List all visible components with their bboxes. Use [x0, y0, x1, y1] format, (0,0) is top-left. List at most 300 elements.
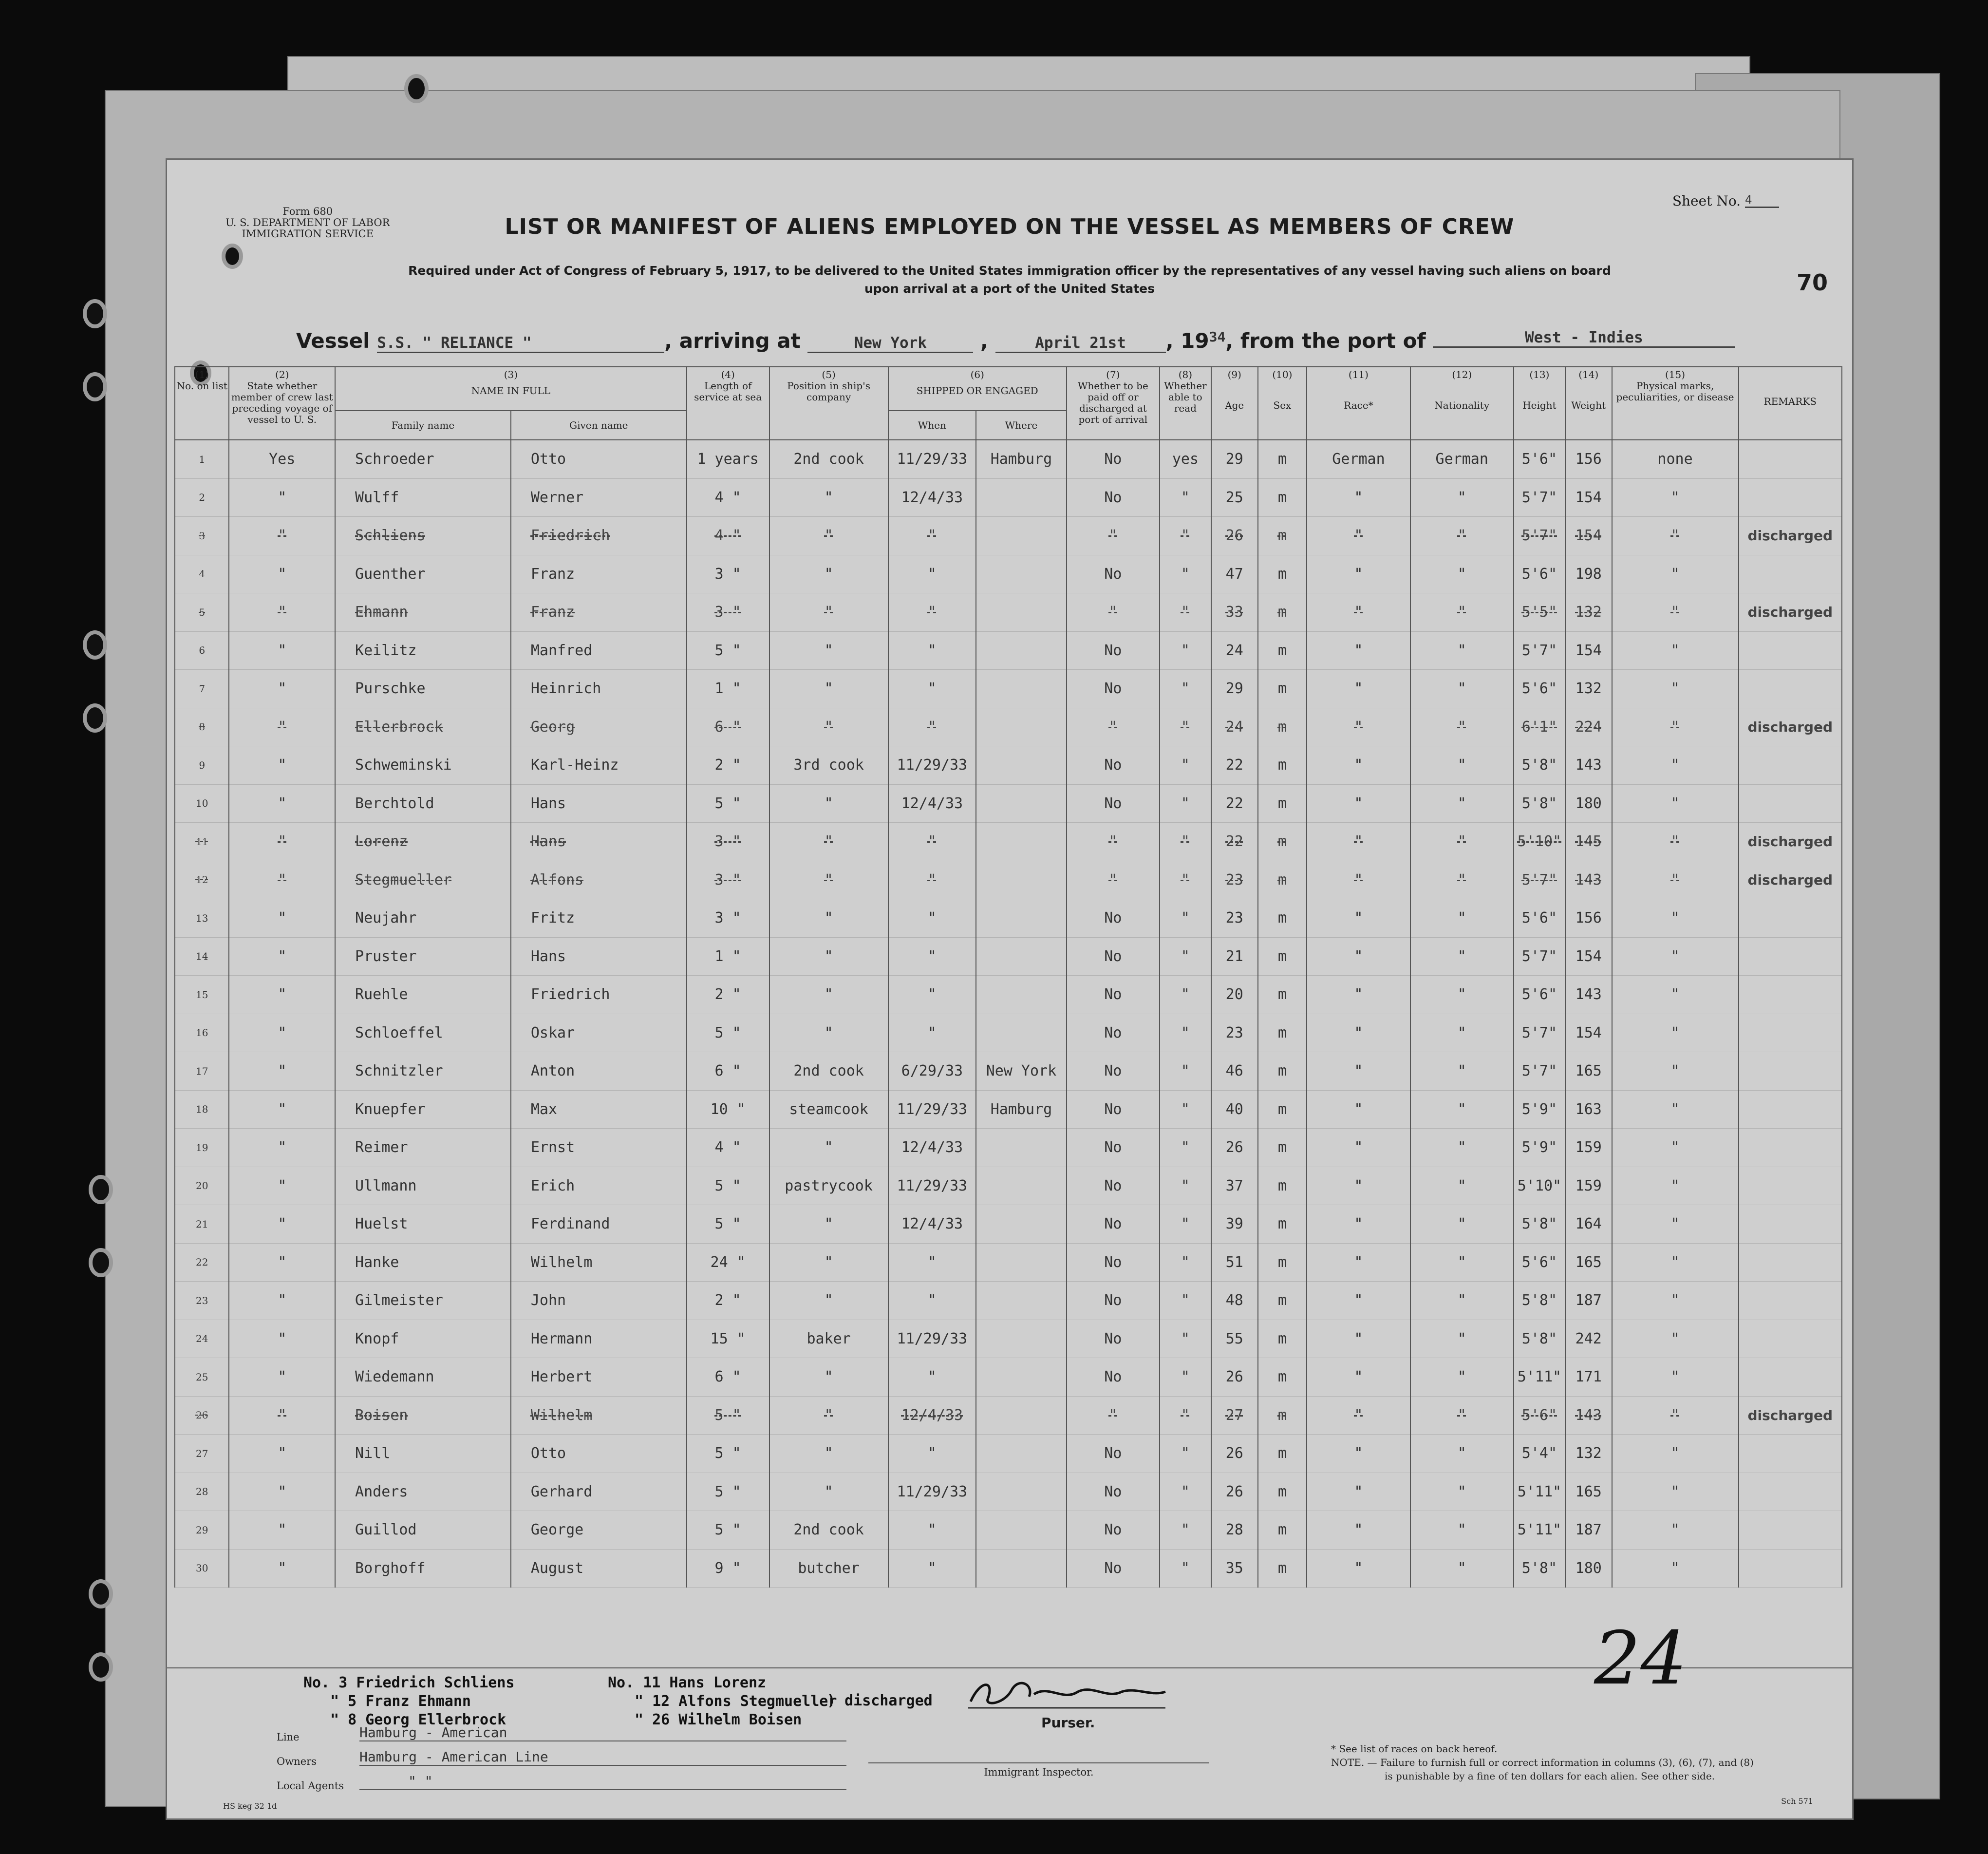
- previous-voyage-cell: ": [229, 976, 335, 1014]
- age-cell: 35: [1211, 1549, 1258, 1588]
- age-cell: 47: [1211, 555, 1258, 593]
- row-number-cell: 26: [175, 1396, 229, 1435]
- height-cell: 5'10": [1514, 823, 1565, 861]
- row-number-cell: 10: [175, 784, 229, 823]
- paid-off-cell: No: [1067, 555, 1160, 593]
- sex-cell: m: [1258, 1205, 1307, 1244]
- family-name-cell: Anders: [335, 1473, 511, 1511]
- nationality-cell: ": [1410, 555, 1514, 593]
- physical-marks-cell: ": [1612, 1435, 1739, 1473]
- table-row: [175, 1549, 1842, 1588]
- height-cell: 5'7": [1514, 861, 1565, 899]
- shipped-where-cell: [976, 861, 1067, 899]
- agents-value: " ": [359, 1773, 846, 1790]
- sex-cell: m: [1258, 937, 1307, 976]
- position-cell: ": [769, 631, 888, 670]
- physical-marks-cell: ": [1612, 861, 1739, 899]
- race-cell: ": [1307, 1205, 1410, 1244]
- weight-cell: 132: [1565, 593, 1612, 632]
- vessel-label: Vessel: [296, 329, 370, 353]
- weight-cell: 132: [1565, 670, 1612, 708]
- given-name-cell: Hans: [511, 823, 687, 861]
- age-cell: 27: [1211, 1396, 1258, 1435]
- family-name-cell: Schweminski: [335, 746, 511, 785]
- shipped-where-cell: [976, 784, 1067, 823]
- height-cell: 5'8": [1514, 1205, 1565, 1244]
- length-of-service-cell: 6 ": [687, 1052, 769, 1091]
- remarks-cell: [1739, 976, 1842, 1014]
- document-title: LIST OR MANIFEST OF ALIENS EMPLOYED ON THE VESSEL AS MEMBERS OF CREW: [505, 214, 1515, 239]
- paid-off-cell: No: [1067, 1052, 1160, 1091]
- paid-off-cell: ": [1067, 823, 1160, 861]
- print-code: HS keg 32 1d: [223, 1801, 277, 1811]
- age-cell: 25: [1211, 478, 1258, 517]
- sex-cell: m: [1258, 1014, 1307, 1052]
- shipped-when-cell: ": [888, 1511, 976, 1550]
- family-name-cell: Schliens: [335, 517, 511, 555]
- given-name-cell: Werner: [511, 478, 687, 517]
- age-cell: 29: [1211, 440, 1258, 478]
- sex-cell: m: [1258, 478, 1307, 517]
- family-name-cell: Pruster: [335, 937, 511, 976]
- punch-hole: [408, 78, 425, 99]
- family-name-cell: Schloeffel: [335, 1014, 511, 1052]
- col-header-height: (13) Height: [1514, 367, 1565, 440]
- discharged-entry: 3 Friedrich Schliens: [338, 1674, 515, 1691]
- shipped-when-cell: 11/29/33: [888, 1167, 976, 1205]
- sex-cell: m: [1258, 976, 1307, 1014]
- family-name-cell: Purschke: [335, 670, 511, 708]
- position-cell: ": [769, 937, 888, 976]
- previous-voyage-cell: ": [229, 1435, 335, 1473]
- able-to-read-cell: ": [1160, 1205, 1211, 1244]
- family-name-cell: Ehmann: [335, 593, 511, 632]
- race-cell: ": [1307, 823, 1410, 861]
- table-row: [175, 440, 1842, 478]
- agents-label: Local Agents: [277, 1780, 344, 1792]
- race-cell: ": [1307, 976, 1410, 1014]
- previous-voyage-cell: ": [229, 478, 335, 517]
- age-cell: 22: [1211, 746, 1258, 785]
- length-of-service-cell: 2 ": [687, 1282, 769, 1320]
- remarks-cell: [1739, 1014, 1842, 1052]
- race-cell: ": [1307, 1435, 1410, 1473]
- discharged-entry: " 26 Wilhelm Boisen: [635, 1711, 802, 1728]
- length-of-service-cell: 3 ": [687, 861, 769, 899]
- given-name-cell: Erich: [511, 1167, 687, 1205]
- form-number: Form 680: [282, 206, 333, 217]
- department-name: U. S. DEPARTMENT OF LABOR: [225, 217, 390, 229]
- race-cell: ": [1307, 517, 1410, 555]
- position-cell: ": [769, 1473, 888, 1511]
- family-name-cell: Ullmann: [335, 1167, 511, 1205]
- family-name-cell: Schnitzler: [335, 1052, 511, 1091]
- discharged-entry: " 8 Georg Ellerbrock: [330, 1711, 506, 1728]
- nationality-cell: ": [1410, 784, 1514, 823]
- race-cell: ": [1307, 1358, 1410, 1397]
- sex-cell: m: [1258, 1320, 1307, 1358]
- shipped-where-cell: Hamburg: [976, 440, 1067, 478]
- sex-cell: m: [1258, 1090, 1307, 1129]
- family-name-cell: Ruehle: [335, 976, 511, 1014]
- previous-voyage-cell: ": [229, 631, 335, 670]
- family-name-cell: Borghoff: [335, 1549, 511, 1588]
- height-cell: 5'7": [1514, 1014, 1565, 1052]
- family-name-cell: Neujahr: [335, 899, 511, 938]
- remarks-cell: discharged: [1739, 823, 1842, 861]
- physical-marks-cell: ": [1612, 478, 1739, 517]
- height-cell: 5'11": [1514, 1511, 1565, 1550]
- shipped-when-cell: 11/29/33: [888, 746, 976, 785]
- remarks-cell: [1739, 1090, 1842, 1129]
- nationality-cell: ": [1410, 976, 1514, 1014]
- col-header-shipped: (6) SHIPPED OR ENGAGED: [888, 367, 1067, 411]
- purser-signature-image: [966, 1675, 1170, 1714]
- table-row: [175, 1129, 1842, 1167]
- position-cell: ": [769, 784, 888, 823]
- physical-marks-cell: ": [1612, 593, 1739, 632]
- shipped-when-cell: ": [888, 976, 976, 1014]
- comma: ,: [1165, 329, 1174, 353]
- paid-off-cell: No: [1067, 746, 1160, 785]
- physical-marks-cell: ": [1612, 1511, 1739, 1550]
- paid-off-cell: No: [1067, 1549, 1160, 1588]
- nationality-cell: ": [1410, 1358, 1514, 1397]
- discharged-entry: " 12 Alfons Stegmueller: [635, 1693, 837, 1710]
- discharged-list-left: [303, 1674, 514, 1729]
- sex-cell: m: [1258, 1549, 1307, 1588]
- paid-off-cell: ": [1067, 708, 1160, 746]
- weight-cell: 143: [1565, 861, 1612, 899]
- paid-off-cell: No: [1067, 784, 1160, 823]
- length-of-service-cell: 4 ": [687, 478, 769, 517]
- shipped-where-cell: [976, 746, 1067, 785]
- shipped-where-cell: [976, 1167, 1067, 1205]
- race-cell: ": [1307, 1243, 1410, 1282]
- shipped-where-cell: [976, 708, 1067, 746]
- position-cell: ": [769, 517, 888, 555]
- col-header-name: (3) NAME IN FULL: [335, 367, 687, 411]
- remarks-cell: [1739, 937, 1842, 976]
- col-header-age: (9) Age: [1211, 367, 1258, 440]
- weight-cell: 143: [1565, 1396, 1612, 1435]
- remarks-cell: [1739, 1129, 1842, 1167]
- length-of-service-cell: 3 ": [687, 555, 769, 593]
- remarks-cell: [1739, 631, 1842, 670]
- race-cell: ": [1307, 746, 1410, 785]
- weight-cell: 154: [1565, 937, 1612, 976]
- departure-port: West - Indies: [1433, 329, 1735, 348]
- arrival-port: New York: [807, 334, 973, 353]
- shipped-where-cell: Hamburg: [976, 1090, 1067, 1129]
- weight-cell: 154: [1565, 517, 1612, 555]
- previous-voyage-cell: ": [229, 746, 335, 785]
- physical-marks-cell: ": [1612, 899, 1739, 938]
- shipped-where-cell: [976, 1435, 1067, 1473]
- physical-marks-cell: ": [1612, 1014, 1739, 1052]
- race-cell: ": [1307, 899, 1410, 938]
- inspector-label: Immigrant Inspector.: [984, 1766, 1094, 1778]
- weight-cell: 154: [1565, 1014, 1612, 1052]
- position-cell: ": [769, 1014, 888, 1052]
- height-cell: 5'11": [1514, 1473, 1565, 1511]
- shipped-where-cell: [976, 631, 1067, 670]
- able-to-read-cell: ": [1160, 517, 1211, 555]
- position-cell: ": [769, 670, 888, 708]
- race-cell: ": [1307, 1129, 1410, 1167]
- row-number-cell: 15: [175, 976, 229, 1014]
- footnote-penalty: NOTE. — Failure to furnish full or correct information in columns (3), (6), (7), and (8): [1331, 1757, 1754, 1768]
- punch-hole: [93, 1179, 109, 1200]
- remarks-cell: discharged: [1739, 1396, 1842, 1435]
- row-number-cell: 14: [175, 937, 229, 976]
- table-row: [175, 670, 1842, 708]
- nationality-cell: ": [1410, 861, 1514, 899]
- sheet-number: 4: [1745, 193, 1779, 208]
- remarks-cell: [1739, 1282, 1842, 1320]
- shipped-where-cell: [976, 593, 1067, 632]
- remarks-cell: [1739, 1511, 1842, 1550]
- able-to-read-cell: ": [1160, 670, 1211, 708]
- position-cell: pastrycook: [769, 1167, 888, 1205]
- position-cell: ": [769, 478, 888, 517]
- nationality-cell: ": [1410, 823, 1514, 861]
- document-subtitle-line2: upon arrival at a port of the United States: [864, 282, 1155, 296]
- table-row: [175, 1205, 1842, 1244]
- previous-voyage-cell: ": [229, 937, 335, 976]
- nationality-cell: ": [1410, 670, 1514, 708]
- race-cell: ": [1307, 1396, 1410, 1435]
- given-name-cell: Wilhelm: [511, 1396, 687, 1435]
- race-cell: ": [1307, 478, 1410, 517]
- race-cell: ": [1307, 1320, 1410, 1358]
- physical-marks-cell: ": [1612, 555, 1739, 593]
- physical-marks-cell: ": [1612, 823, 1739, 861]
- shipped-when-cell: ": [888, 1014, 976, 1052]
- table-row: [175, 1358, 1842, 1397]
- sex-cell: m: [1258, 631, 1307, 670]
- remarks-cell: [1739, 1167, 1842, 1205]
- able-to-read-cell: ": [1160, 1320, 1211, 1358]
- able-to-read-cell: ": [1160, 1549, 1211, 1588]
- race-cell: ": [1307, 593, 1410, 632]
- height-cell: 5'9": [1514, 1129, 1565, 1167]
- height-cell: 5'7": [1514, 937, 1565, 976]
- weight-cell: 165: [1565, 1473, 1612, 1511]
- shipped-where-cell: [976, 937, 1067, 976]
- able-to-read-cell: ": [1160, 708, 1211, 746]
- position-cell: ": [769, 899, 888, 938]
- owners-label: Owners: [277, 1756, 317, 1767]
- sex-cell: m: [1258, 1511, 1307, 1550]
- previous-voyage-cell: ": [229, 1090, 335, 1129]
- remarks-cell: [1739, 1320, 1842, 1358]
- schedule-code: Sch 571: [1781, 1797, 1813, 1806]
- age-cell: 26: [1211, 1358, 1258, 1397]
- paid-off-cell: No: [1067, 1320, 1160, 1358]
- able-to-read-cell: ": [1160, 1282, 1211, 1320]
- table-row: [175, 1167, 1842, 1205]
- given-name-cell: Oskar: [511, 1014, 687, 1052]
- no-label: No.: [303, 1674, 330, 1691]
- weight-cell: 159: [1565, 1129, 1612, 1167]
- col-header-race: (11) Race*: [1307, 367, 1410, 440]
- physical-marks-cell: ": [1612, 1090, 1739, 1129]
- remarks-cell: [1739, 1052, 1842, 1091]
- length-of-service-cell: 4 ": [687, 517, 769, 555]
- length-of-service-cell: 6 ": [687, 708, 769, 746]
- shipped-when-cell: ": [888, 1243, 976, 1282]
- sex-cell: m: [1258, 670, 1307, 708]
- owners-value: Hamburg - American Line: [359, 1749, 846, 1766]
- position-cell: ": [769, 1129, 888, 1167]
- age-cell: 26: [1211, 1435, 1258, 1473]
- able-to-read-cell: ": [1160, 1129, 1211, 1167]
- age-cell: 46: [1211, 1052, 1258, 1091]
- shipped-when-cell: ": [888, 1282, 976, 1320]
- nationality-cell: ": [1410, 1473, 1514, 1511]
- physical-marks-cell: ": [1612, 1320, 1739, 1358]
- height-cell: 5'8": [1514, 1282, 1565, 1320]
- nationality-cell: ": [1410, 746, 1514, 785]
- age-cell: 26: [1211, 517, 1258, 555]
- previous-voyage-cell: ": [229, 823, 335, 861]
- weight-cell: 224: [1565, 708, 1612, 746]
- shipped-when-cell: 11/29/33: [888, 1320, 976, 1358]
- shipped-when-cell: 11/29/33: [888, 1090, 976, 1129]
- previous-voyage-cell: ": [229, 708, 335, 746]
- given-name-cell: Hans: [511, 937, 687, 976]
- race-cell: ": [1307, 1052, 1410, 1091]
- inspector-line: [868, 1762, 1209, 1778]
- remarks-cell: discharged: [1739, 593, 1842, 632]
- physical-marks-cell: ": [1612, 1205, 1739, 1244]
- sex-cell: m: [1258, 593, 1307, 632]
- discharged-entry: No. 11 Hans Lorenz: [608, 1674, 767, 1691]
- given-name-cell: Hans: [511, 784, 687, 823]
- position-cell: butcher: [769, 1549, 888, 1588]
- previous-voyage-cell: ": [229, 1014, 335, 1052]
- paid-off-cell: ": [1067, 1396, 1160, 1435]
- punch-hole: [87, 376, 103, 397]
- physical-marks-cell: ": [1612, 708, 1739, 746]
- col-header-family-name: Family name: [335, 411, 511, 440]
- previous-voyage-cell: ": [229, 1167, 335, 1205]
- table-row: [175, 861, 1842, 899]
- col-header-position: (5) Position in ship's company: [769, 367, 888, 440]
- shipped-when-cell: 12/4/33: [888, 1396, 976, 1435]
- voyage-line: [296, 329, 1735, 353]
- given-name-cell: Ferdinand: [511, 1205, 687, 1244]
- shipped-where-cell: [976, 478, 1067, 517]
- table-row: [175, 1090, 1842, 1129]
- given-name-cell: Ernst: [511, 1129, 687, 1167]
- age-cell: 22: [1211, 784, 1258, 823]
- footnote-penalty-cont: is punishable by a fine of ten dollars for each alien. See other side.: [1385, 1770, 1715, 1782]
- weight-cell: 165: [1565, 1243, 1612, 1282]
- row-number-cell: 4: [175, 555, 229, 593]
- family-name-cell: Gilmeister: [335, 1282, 511, 1320]
- able-to-read-cell: ": [1160, 823, 1211, 861]
- family-name-cell: Reimer: [335, 1129, 511, 1167]
- length-of-service-cell: 1 years: [687, 440, 769, 478]
- row-number-cell: 24: [175, 1320, 229, 1358]
- previous-voyage-cell: ": [229, 555, 335, 593]
- race-cell: ": [1307, 1167, 1410, 1205]
- weight-cell: 156: [1565, 440, 1612, 478]
- service-name: IMMIGRATION SERVICE: [242, 228, 374, 240]
- race-cell: ": [1307, 1511, 1410, 1550]
- nationality-cell: ": [1410, 708, 1514, 746]
- remarks-cell: [1739, 1473, 1842, 1511]
- table-row: [175, 1320, 1842, 1358]
- length-of-service-cell: 5 ": [687, 1473, 769, 1511]
- sex-cell: m: [1258, 861, 1307, 899]
- family-name-cell: Lorenz: [335, 823, 511, 861]
- previous-voyage-cell: ": [229, 899, 335, 938]
- handwritten-total: 24: [1594, 1616, 1687, 1701]
- remarks-cell: [1739, 555, 1842, 593]
- corner-number: 70: [1796, 269, 1828, 296]
- row-number-cell: 7: [175, 670, 229, 708]
- able-to-read-cell: ": [1160, 784, 1211, 823]
- paid-off-cell: No: [1067, 1243, 1160, 1282]
- paid-off-cell: ": [1067, 593, 1160, 632]
- given-name-cell: Otto: [511, 1435, 687, 1473]
- given-name-cell: John: [511, 1282, 687, 1320]
- position-cell: 3rd cook: [769, 746, 888, 785]
- nationality-cell: ": [1410, 1167, 1514, 1205]
- paid-off-cell: No: [1067, 1511, 1160, 1550]
- previous-voyage-cell: ": [229, 1511, 335, 1550]
- col-header-where: Where: [976, 411, 1067, 440]
- physical-marks-cell: ": [1612, 937, 1739, 976]
- weight-cell: 154: [1565, 478, 1612, 517]
- given-name-cell: Heinrich: [511, 670, 687, 708]
- shipped-when-cell: 12/4/33: [888, 1129, 976, 1167]
- shipped-where-cell: New York: [976, 1052, 1067, 1091]
- previous-voyage-cell: ": [229, 1052, 335, 1091]
- height-cell: 5'7": [1514, 517, 1565, 555]
- age-cell: 33: [1211, 593, 1258, 632]
- age-cell: 22: [1211, 823, 1258, 861]
- shipped-where-cell: [976, 899, 1067, 938]
- nationality-cell: ": [1410, 631, 1514, 670]
- shipped-when-cell: ": [888, 937, 976, 976]
- col-header-given-name: Given name: [511, 411, 687, 440]
- race-cell: ": [1307, 784, 1410, 823]
- position-cell: ": [769, 1282, 888, 1320]
- length-of-service-cell: 9 ": [687, 1549, 769, 1588]
- remarks-cell: [1739, 1549, 1842, 1588]
- physical-marks-cell: ": [1612, 784, 1739, 823]
- arriving-label: , arriving at: [664, 329, 801, 353]
- family-name-cell: Wiedemann: [335, 1358, 511, 1397]
- able-to-read-cell: ": [1160, 1090, 1211, 1129]
- age-cell: 24: [1211, 631, 1258, 670]
- length-of-service-cell: 4 ": [687, 1129, 769, 1167]
- height-cell: 5'6": [1514, 1243, 1565, 1282]
- able-to-read-cell: ": [1160, 555, 1211, 593]
- table-row: [175, 708, 1842, 746]
- family-name-cell: Huelst: [335, 1205, 511, 1244]
- age-cell: 20: [1211, 976, 1258, 1014]
- punch-hole: [93, 1252, 109, 1273]
- height-cell: 5'6": [1514, 440, 1565, 478]
- race-cell: ": [1307, 1549, 1410, 1588]
- race-cell: ": [1307, 670, 1410, 708]
- race-cell: ": [1307, 1014, 1410, 1052]
